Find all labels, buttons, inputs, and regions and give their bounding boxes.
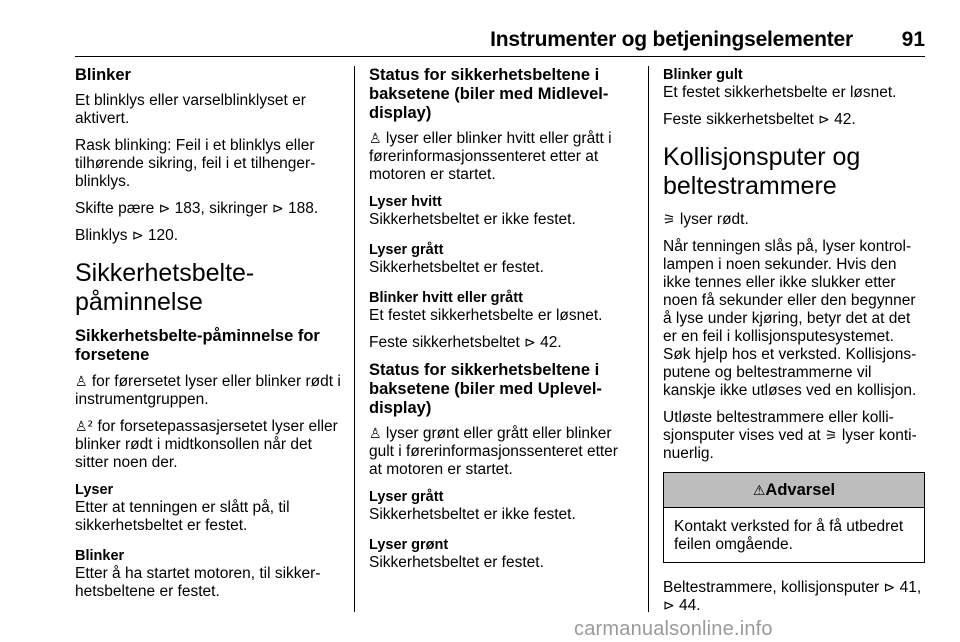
page-header: [75, 28, 925, 54]
column-divider-2: [648, 66, 649, 612]
watermark-text: carmanualsonline.info: [574, 618, 773, 640]
term-label: Lyser: [75, 482, 114, 498]
page-ref-icon: ⊳: [158, 201, 171, 217]
definition-item: [369, 289, 634, 325]
page-ref-icon: ⊳: [524, 335, 536, 351]
term-text: Sikkerhetsbeltet er ikke festet.: [369, 506, 576, 523]
paragraph: Skifte pære ⊳ 183, sikringer ⊳ 188.: [75, 200, 319, 217]
column-2: [369, 66, 634, 584]
column-1: [75, 66, 345, 613]
section-heading: Sikkerhetsbelte-påminnelse: [75, 259, 255, 316]
paragraph: Feste sikkerhetsbeltet ⊳ 42.: [663, 111, 856, 128]
subsection-heading: Status for sikkerhetsbeltene i baksetene (biler med Uplevel-display): [369, 361, 602, 417]
section-heading: Kollisjonsputer og beltestrammere: [663, 143, 861, 200]
paragraph: ♙ lyser grønt eller grått eller blinker gult i førerinformasjonssenteret etter at motoren er startet.: [369, 425, 618, 478]
page-ref-icon: ⊳: [883, 580, 896, 596]
page-ref-icon: ⊳: [818, 112, 830, 128]
warning-title: Advarsel: [765, 481, 836, 499]
subsection-heading: Sikkerhetsbelte-påminnelse for forsetene: [75, 327, 320, 364]
term-label: Blinker gult: [663, 67, 743, 83]
paragraph: ♙ lyser eller blinker hvitt eller grått i førerinformasjonssenteret etter at motoren er startet.: [369, 130, 612, 183]
term-text: Sikkerhetsbeltet er festet.: [369, 259, 544, 276]
seatbelt-passenger-icon: ♙²: [75, 419, 94, 435]
paragraph: ⚞ lyser rødt.: [663, 211, 749, 228]
term-label: Blinker: [75, 548, 125, 564]
seatbelt-icon: ♙: [369, 426, 382, 442]
page-ref-icon: ⊳: [131, 228, 144, 244]
paragraph: Feste sikkerhetsbeltet ⊳ 42.: [369, 334, 562, 351]
term-label: Lyser grått: [369, 242, 444, 258]
paragraph: Et blinklys eller varselblinklyset er aktivert.: [75, 92, 306, 127]
term-text: Etter å ha startet motoren, til sikker-hetsbeltene er festet.: [75, 565, 321, 600]
definition-item: [75, 547, 345, 601]
definition-item: [369, 193, 634, 229]
page-number: 91: [901, 28, 925, 51]
paragraph: ♙² for forsetepassasjersetet lyser eller blinker rødt i midtkonsollen når det sitter noen der.: [75, 418, 338, 471]
page-title: Instrumenter og betjeningselementer: [490, 28, 853, 51]
term-label: Blinker hvitt eller grått: [369, 290, 523, 306]
definition-item: [75, 481, 345, 535]
definition-item: [369, 241, 634, 277]
column-divider-1: [354, 66, 355, 612]
header-rule: [75, 56, 925, 57]
warning-icon: ⚠: [752, 483, 766, 499]
airbag-icon: ⚞: [824, 428, 838, 444]
term-text: Sikkerhetsbeltet er ikke festet.: [369, 211, 576, 228]
definition-item: [663, 66, 925, 102]
paragraph: Blinklys ⊳ 120.: [75, 227, 179, 244]
seatbelt-icon: ♙: [75, 374, 88, 390]
paragraph: Beltestrammere, kollisjonsputer ⊳ 41, ⊳ 44.: [663, 579, 922, 614]
definition-item: [369, 488, 634, 524]
paragraph: Når tenningen slås på, lyser kontrol-lampen i noen sekunder. Hvis den ikke tennes eller ikke slukker etter noen få sekunder eller den begynner å lyse under kjøring, betyr det at det er en feil i kollisjonsputesystemet. Søk hjelp hos et verksted. Kollisjons-putene og beltestrammerne vil kanskje ikke utløses ved en kollisjon.: [663, 238, 917, 399]
subsection-heading: Status for sikkerhetsbeltene i baksetene (biler med Midlevel-display): [369, 66, 609, 122]
heading-blinker: Blinker: [75, 66, 131, 84]
warning-box: [663, 472, 925, 563]
warning-header: [664, 473, 924, 508]
airbag-icon: ⚞: [663, 212, 676, 228]
paragraph: ♙ for førersetet lyser eller blinker rødt i instrumentgruppen.: [75, 373, 341, 408]
paragraph: Rask blinking: Feil i et blinklys eller tilhørende sikring, feil i et tilhenger-blinklys.: [75, 137, 316, 190]
term-label: Lyser grønt: [369, 537, 449, 553]
term-text: Etter at tenningen er slått på, til sikkerhetsbeltet er festet.: [75, 499, 290, 534]
paragraph: Utløste beltestrammere eller kolli-sjonsputer vises ved at ⚞ lyser konti-nuerlig.: [663, 409, 917, 462]
warning-text: Kontakt verksted for å få utbedret feilen omgående.: [674, 518, 904, 553]
term-text: Sikkerhetsbeltet er festet.: [369, 554, 544, 571]
term-text: Et festet sikkerhetsbelte er løsnet.: [663, 84, 897, 101]
page-ref-icon: ⊳: [663, 598, 675, 614]
definition-item: [369, 536, 634, 572]
seatbelt-icon: ♙: [369, 131, 382, 147]
term-label: Lyser grått: [369, 489, 444, 505]
column-3: [663, 66, 925, 624]
page-ref-icon: ⊳: [271, 201, 284, 217]
term-label: Lyser hvitt: [369, 194, 442, 210]
term-text: Et festet sikkerhetsbelte er løsnet.: [369, 307, 603, 324]
